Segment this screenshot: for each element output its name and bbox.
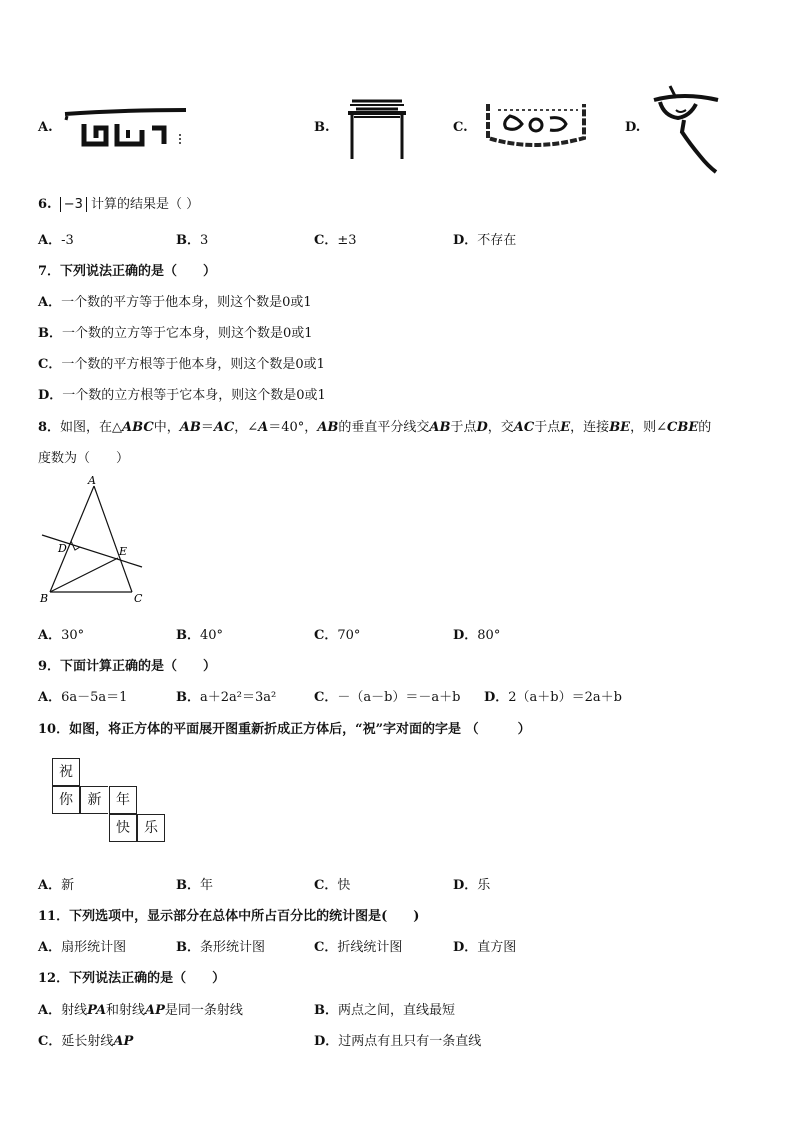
cube-net-cell: 你 [52, 786, 80, 814]
q7-option-b[interactable] [38, 322, 313, 341]
option-text: 2（a＋b）＝2a＋b [508, 690, 622, 705]
q12-option-a[interactable] [38, 999, 243, 1018]
q8-stem-part: CBE [667, 420, 699, 435]
q5-option-a-label: A. [38, 120, 53, 135]
option-text: 过两点有且只有一条直线 [338, 1034, 482, 1049]
point-c-label: C [134, 592, 143, 605]
q8-stem-part: ＝40°， [268, 420, 318, 435]
option-label: A． [38, 628, 62, 643]
option-label: A． [38, 233, 62, 248]
option-text: 不存在 [477, 233, 517, 248]
option-text: 一个数的立方根等于它本身，则这个数是0或1 [62, 388, 326, 403]
option-label: C． [314, 690, 338, 705]
point-b-label: B [40, 592, 49, 605]
q5-option-c-glyph [482, 100, 590, 152]
option-label: D． [453, 233, 478, 248]
segment-ac [94, 486, 132, 592]
q8-option-b[interactable] [176, 624, 223, 643]
q12-option-b[interactable] [314, 999, 455, 1018]
q6-option-b[interactable] [176, 229, 208, 248]
q9-option-d[interactable] [484, 686, 622, 705]
segment-ab [50, 486, 94, 592]
q8-number: 8． [38, 420, 61, 435]
q9-option-b[interactable] [176, 686, 276, 705]
q11-option-a[interactable] [38, 936, 126, 955]
q8-stem [38, 416, 711, 435]
q8-stem-part: AB [179, 420, 201, 435]
option-label: A． [38, 690, 62, 705]
option-label: B． [176, 940, 200, 955]
option-label: A． [38, 940, 62, 955]
q5-option-b-glyph [346, 95, 408, 161]
option-text: 70° [337, 628, 361, 643]
option-text: －（a－b）＝－a＋b [337, 690, 461, 705]
option-text: 扇形统计图 [61, 940, 127, 955]
option-text: 延长射线 [61, 1034, 114, 1049]
q8-stem-part: ，则∠ [630, 420, 667, 435]
option-text: 一个数的立方等于它本身，则这个数是0或1 [62, 326, 313, 341]
q5-option-d-label: D. [625, 120, 641, 135]
option-text: AP [145, 1003, 165, 1018]
q10-option-b[interactable] [176, 874, 213, 893]
q10-option-d[interactable] [453, 874, 490, 893]
option-label: C． [38, 357, 62, 372]
q8-stem-part: 于点 [534, 420, 561, 435]
q5-option-d-glyph [650, 82, 722, 176]
q8-stem-part: ，∠ [234, 420, 259, 435]
option-text: a＋2a²＝3a² [200, 690, 277, 705]
q8-stem-line2: 度数为（ ） [38, 451, 130, 466]
q10-option-c[interactable] [314, 874, 350, 893]
option-text: 新 [61, 878, 75, 893]
option-text: 6a－5a＝1 [61, 690, 128, 705]
option-label: D． [314, 1034, 339, 1049]
option-label: C． [38, 1034, 62, 1049]
q7-option-c[interactable] [38, 353, 325, 372]
q8-stem-part: AB [429, 420, 451, 435]
option-text: 和射线 [106, 1003, 146, 1018]
q8-option-c[interactable] [314, 624, 360, 643]
option-label: C． [314, 628, 338, 643]
cube-net-cell: 年 [109, 786, 137, 814]
q11-stem: 11．下列选项中，显示部分在总体中所占百分比的统计图是( ) [38, 909, 420, 924]
q5-option-b-label: B. [314, 120, 330, 135]
option-label: A． [38, 1003, 62, 1018]
q8-option-a[interactable] [38, 624, 84, 643]
cube-net-cell: 新 [80, 786, 108, 814]
q8-stem-part: ，交 [487, 420, 514, 435]
option-text: 两点之间，直线最短 [338, 1003, 456, 1018]
q11-option-b[interactable] [176, 936, 265, 955]
q6-number: 6. [38, 197, 52, 212]
q10-stem: 10．如图，将正方体的平面展开图重新折成正方体后，“祝”字对面的字是 （ ） [38, 722, 531, 737]
option-text: 年 [200, 878, 214, 893]
q5-option-a-glyph [62, 104, 188, 150]
option-label: D． [453, 940, 478, 955]
q6-option-d[interactable] [453, 229, 516, 248]
q7-stem: 7．下列说法正确的是（ ） [38, 264, 217, 279]
point-a-label: A [88, 474, 96, 487]
q8-stem-part: BE [609, 420, 631, 435]
q8-stem-part: 的 [698, 420, 712, 435]
q12-option-c[interactable] [38, 1030, 133, 1049]
q7-option-a[interactable] [38, 291, 312, 310]
point-e-label: E [119, 545, 128, 558]
option-label: D． [453, 878, 478, 893]
option-label: A． [38, 295, 62, 310]
option-text: PA [87, 1003, 107, 1018]
q12-option-d[interactable] [314, 1030, 481, 1049]
option-label: D． [453, 628, 478, 643]
q9-option-a[interactable] [38, 686, 127, 705]
cube-net-cell: 祝 [52, 758, 80, 786]
q10-option-a[interactable] [38, 874, 74, 893]
q9-stem: 9．下面计算正确的是（ ） [38, 659, 217, 674]
q5-option-c-label: C. [453, 120, 468, 135]
option-text: 一个数的平方等于他本身，则这个数是0或1 [61, 295, 312, 310]
option-text: 折线统计图 [337, 940, 403, 955]
option-label: C． [314, 940, 338, 955]
q8-stem-part: 中， [153, 420, 180, 435]
q9-option-c[interactable] [314, 686, 461, 705]
q12-stem: 12．下列说法正确的是（ ） [38, 971, 226, 986]
q8-stem-part: ，连接 [570, 420, 610, 435]
option-text: 射线 [61, 1003, 88, 1018]
q6-absolute-value: −3 [60, 197, 87, 212]
q6-option-c[interactable] [314, 229, 357, 248]
q11-option-c[interactable] [314, 936, 402, 955]
option-text: 40° [200, 628, 224, 643]
q6-stem-text: 计算的结果是（ ） [91, 197, 200, 212]
option-text: AP [113, 1034, 134, 1049]
option-text: 乐 [477, 878, 491, 893]
q6-stem [38, 193, 199, 212]
q8-stem-part: 于点 [450, 420, 477, 435]
option-label: B． [176, 690, 200, 705]
option-text: -3 [61, 233, 74, 248]
q8-stem-part: AC [513, 420, 535, 435]
point-d-label: D [58, 542, 67, 555]
q8-stem-part: 的垂直平分线交 [338, 420, 430, 435]
option-text: 80° [477, 628, 501, 643]
option-text: 一个数的平方根等于他本身，则这个数是0或1 [61, 357, 325, 372]
segment-be [50, 558, 118, 592]
q8-stem-part: ＝ [200, 420, 214, 435]
q7-option-d[interactable] [38, 384, 326, 403]
q8-stem-part: AC [213, 420, 235, 435]
q11-option-d[interactable] [453, 936, 516, 955]
option-label: C． [314, 233, 338, 248]
option-label: B． [176, 628, 200, 643]
cube-net-cell: 乐 [137, 814, 165, 842]
option-text: 条形统计图 [200, 940, 266, 955]
option-text: ±3 [337, 233, 357, 248]
option-label: C． [314, 878, 338, 893]
option-label: B． [314, 1003, 338, 1018]
cube-net-cell: 快 [109, 814, 137, 842]
option-text: 快 [337, 878, 351, 893]
q8-stem-part: 如图，在△ [60, 420, 123, 435]
option-label: D． [484, 690, 509, 705]
option-label: D． [38, 388, 63, 403]
option-text: 是同一条射线 [164, 1003, 243, 1018]
q6-option-a[interactable] [38, 229, 74, 248]
q8-stem-part: ABC [122, 420, 154, 435]
q8-option-d[interactable] [453, 624, 500, 643]
option-text: 直方图 [477, 940, 517, 955]
option-label: B． [176, 878, 200, 893]
option-text: 30° [61, 628, 85, 643]
q8-triangle-figure [38, 474, 150, 606]
option-text: 3 [200, 233, 209, 248]
q8-stem-part: E [560, 420, 571, 435]
q8-stem-part: D [476, 420, 488, 435]
option-label: A． [38, 878, 62, 893]
q8-stem-part: AB [317, 420, 339, 435]
option-label: B． [38, 326, 62, 341]
option-label: B． [176, 233, 200, 248]
q8-stem-part: A [258, 420, 269, 435]
